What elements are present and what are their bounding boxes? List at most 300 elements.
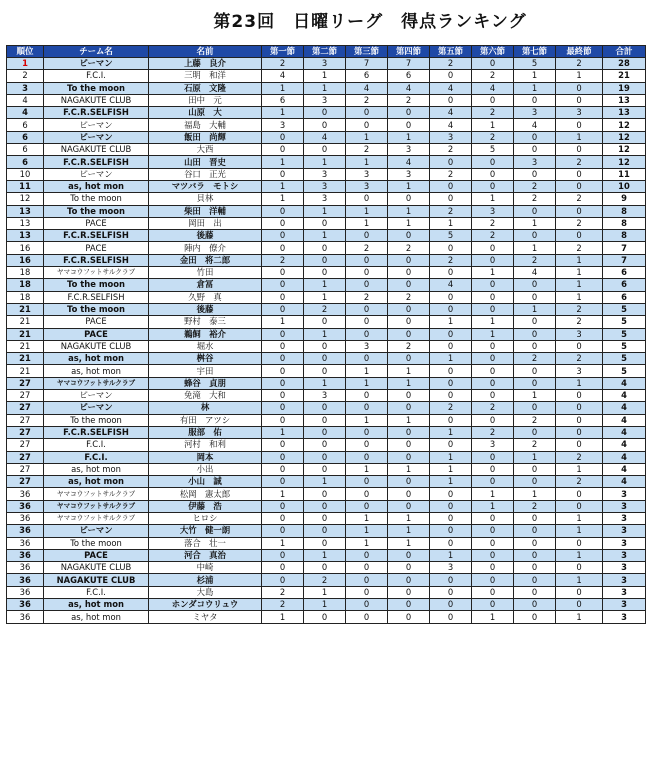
round-5-cell: 1 — [430, 476, 472, 488]
name-cell: マツバラ モトシ — [149, 180, 262, 192]
round-1-cell: 0 — [262, 525, 304, 537]
team-cell: F.C.I. — [44, 451, 149, 463]
final-round-cell: 2 — [556, 353, 603, 365]
round-2-cell: 3 — [304, 390, 346, 402]
final-round-cell: 3 — [556, 328, 603, 340]
round-2-cell: 0 — [304, 562, 346, 574]
round-3-cell: 2 — [346, 144, 388, 156]
rank-cell: 1 — [7, 58, 44, 70]
round-6-cell: 0 — [472, 353, 514, 365]
table-row — [7, 599, 646, 611]
round-5-cell: 3 — [430, 131, 472, 143]
column-header: 名前 — [149, 46, 262, 58]
rank-cell: 36 — [7, 599, 44, 611]
round-6-cell: 1 — [472, 328, 514, 340]
total-cell: 4 — [603, 463, 646, 475]
rank-cell: 18 — [7, 279, 44, 291]
round-6-cell: 2 — [472, 217, 514, 229]
round-4-cell: 2 — [388, 291, 430, 303]
table-row — [7, 82, 646, 94]
round-1-cell: 0 — [262, 144, 304, 156]
total-cell: 3 — [603, 512, 646, 524]
round-6-cell: 0 — [472, 377, 514, 389]
total-cell: 13 — [603, 94, 646, 106]
round-3-cell: 1 — [346, 156, 388, 168]
final-round-cell: 0 — [556, 390, 603, 402]
round-1-cell: 0 — [262, 414, 304, 426]
round-5-cell: 0 — [430, 390, 472, 402]
team-cell: F.C.R.SELFISH — [44, 426, 149, 438]
final-round-cell: 1 — [556, 549, 603, 561]
round-7-cell: 0 — [514, 463, 556, 475]
round-7-cell: 0 — [514, 377, 556, 389]
team-cell: F.C.R.SELFISH — [44, 230, 149, 242]
rank-cell: 12 — [7, 193, 44, 205]
column-header: 第一節 — [262, 46, 304, 58]
round-5-cell: 0 — [430, 586, 472, 598]
round-2-cell: 0 — [304, 119, 346, 131]
table-row — [7, 291, 646, 303]
team-cell: To the moon — [44, 205, 149, 217]
round-7-cell: 0 — [514, 230, 556, 242]
team-cell: F.C.I. — [44, 70, 149, 82]
round-2-cell: 0 — [304, 217, 346, 229]
team-cell: PACE — [44, 242, 149, 254]
team-cell: To the moon — [44, 279, 149, 291]
round-4-cell: 0 — [388, 107, 430, 119]
final-round-cell: 2 — [556, 217, 603, 229]
total-cell: 3 — [603, 599, 646, 611]
total-cell: 10 — [603, 180, 646, 192]
round-6-cell: 0 — [472, 279, 514, 291]
final-round-cell: 0 — [556, 586, 603, 598]
round-1-cell: 2 — [262, 58, 304, 70]
table-row — [7, 119, 646, 131]
round-5-cell: 0 — [430, 328, 472, 340]
table-row — [7, 205, 646, 217]
name-cell: 鵜飼 裕介 — [149, 328, 262, 340]
name-cell: 谷口 正光 — [149, 168, 262, 180]
rank-cell: 27 — [7, 377, 44, 389]
round-4-cell: 0 — [388, 574, 430, 586]
column-header: 第四節 — [388, 46, 430, 58]
round-4-cell: 7 — [388, 58, 430, 70]
round-4-cell: 1 — [388, 217, 430, 229]
round-5-cell: 2 — [430, 402, 472, 414]
column-header: 第六節 — [472, 46, 514, 58]
round-5-cell: 0 — [430, 488, 472, 500]
column-header: 第三節 — [346, 46, 388, 58]
round-6-cell: 0 — [472, 451, 514, 463]
rank-cell: 18 — [7, 291, 44, 303]
round-2-cell: 0 — [304, 426, 346, 438]
round-4-cell: 3 — [388, 144, 430, 156]
round-3-cell: 3 — [346, 340, 388, 352]
round-2-cell: 0 — [304, 242, 346, 254]
round-1-cell: 1 — [262, 107, 304, 119]
round-2-cell: 0 — [304, 525, 346, 537]
round-6-cell: 0 — [472, 574, 514, 586]
round-5-cell: 0 — [430, 611, 472, 623]
team-cell: To the moon — [44, 414, 149, 426]
round-5-cell: 2 — [430, 168, 472, 180]
name-cell: 中崎 — [149, 562, 262, 574]
round-7-cell: 0 — [514, 365, 556, 377]
round-5-cell: 0 — [430, 525, 472, 537]
team-cell: as, hot mon — [44, 180, 149, 192]
round-4-cell: 0 — [388, 303, 430, 315]
round-3-cell: 1 — [346, 377, 388, 389]
round-7-cell: 0 — [514, 525, 556, 537]
round-3-cell: 0 — [346, 562, 388, 574]
table-header-row — [7, 46, 646, 58]
table-row — [7, 402, 646, 414]
round-1-cell: 0 — [262, 131, 304, 143]
round-6-cell: 0 — [472, 463, 514, 475]
round-3-cell: 7 — [346, 58, 388, 70]
column-header: 第五節 — [430, 46, 472, 58]
rank-cell: 21 — [7, 316, 44, 328]
round-6-cell: 1 — [472, 193, 514, 205]
column-header: 第七節 — [514, 46, 556, 58]
round-3-cell: 0 — [346, 426, 388, 438]
round-6-cell: 0 — [472, 94, 514, 106]
round-3-cell: 1 — [346, 414, 388, 426]
round-7-cell: 0 — [514, 316, 556, 328]
team-cell: ヤマコウフットサルクラブ — [44, 500, 149, 512]
round-6-cell: 4 — [472, 82, 514, 94]
final-round-cell: 0 — [556, 562, 603, 574]
rank-cell: 6 — [7, 144, 44, 156]
round-1-cell: 0 — [262, 168, 304, 180]
round-1-cell: 6 — [262, 94, 304, 106]
total-cell: 21 — [603, 70, 646, 82]
final-round-cell: 0 — [556, 439, 603, 451]
round-1-cell: 0 — [262, 439, 304, 451]
round-6-cell: 2 — [472, 426, 514, 438]
round-3-cell: 1 — [346, 131, 388, 143]
column-header: 順位 — [7, 46, 44, 58]
round-6-cell: 0 — [472, 365, 514, 377]
rank-cell: 6 — [7, 119, 44, 131]
team-cell: as, hot mon — [44, 353, 149, 365]
round-1-cell: 1 — [262, 611, 304, 623]
name-cell: 大島 — [149, 586, 262, 598]
final-round-cell: 0 — [556, 402, 603, 414]
table-row — [7, 353, 646, 365]
total-cell: 3 — [603, 500, 646, 512]
final-round-cell: 1 — [556, 254, 603, 266]
rank-cell: 36 — [7, 500, 44, 512]
round-5-cell: 0 — [430, 512, 472, 524]
team-cell: NAGAKUTE CLUB — [44, 562, 149, 574]
final-round-cell: 2 — [556, 476, 603, 488]
round-7-cell: 1 — [514, 488, 556, 500]
round-5-cell: 3 — [430, 562, 472, 574]
round-3-cell: 0 — [346, 586, 388, 598]
team-cell: To the moon — [44, 193, 149, 205]
round-1-cell: 2 — [262, 254, 304, 266]
rank-cell: 13 — [7, 205, 44, 217]
round-2-cell: 0 — [304, 439, 346, 451]
total-cell: 3 — [603, 574, 646, 586]
final-round-cell: 2 — [556, 316, 603, 328]
round-5-cell: 1 — [430, 217, 472, 229]
round-6-cell: 2 — [472, 131, 514, 143]
table-row — [7, 316, 646, 328]
round-7-cell: 4 — [514, 267, 556, 279]
round-1-cell: 0 — [262, 562, 304, 574]
final-round-cell: 0 — [556, 119, 603, 131]
total-cell: 5 — [603, 340, 646, 352]
round-2-cell: 3 — [304, 193, 346, 205]
total-cell: 7 — [603, 254, 646, 266]
round-6-cell: 2 — [472, 402, 514, 414]
round-7-cell: 1 — [514, 82, 556, 94]
rank-cell: 21 — [7, 353, 44, 365]
total-cell: 5 — [603, 316, 646, 328]
column-header: 第二節 — [304, 46, 346, 58]
round-7-cell: 0 — [514, 537, 556, 549]
table-row — [7, 549, 646, 561]
round-2-cell: 3 — [304, 58, 346, 70]
round-3-cell: 0 — [346, 476, 388, 488]
round-7-cell: 2 — [514, 353, 556, 365]
round-7-cell: 0 — [514, 599, 556, 611]
round-2-cell: 0 — [304, 144, 346, 156]
round-4-cell: 1 — [388, 463, 430, 475]
total-cell: 4 — [603, 377, 646, 389]
round-1-cell: 0 — [262, 390, 304, 402]
round-7-cell: 2 — [514, 439, 556, 451]
rank-cell: 13 — [7, 217, 44, 229]
team-cell: ヤマコウフットサルクラブ — [44, 512, 149, 524]
round-2-cell: 0 — [304, 254, 346, 266]
final-round-cell: 0 — [556, 599, 603, 611]
round-1-cell: 0 — [262, 291, 304, 303]
name-cell: 蜂谷 貞朋 — [149, 377, 262, 389]
round-5-cell: 0 — [430, 156, 472, 168]
round-5-cell: 1 — [430, 451, 472, 463]
total-cell: 4 — [603, 426, 646, 438]
rank-cell: 27 — [7, 402, 44, 414]
round-2-cell: 3 — [304, 168, 346, 180]
final-round-cell: 2 — [556, 451, 603, 463]
round-3-cell: 6 — [346, 70, 388, 82]
round-3-cell: 0 — [346, 230, 388, 242]
team-cell: F.C.I. — [44, 586, 149, 598]
round-6-cell: 0 — [472, 599, 514, 611]
round-4-cell: 0 — [388, 426, 430, 438]
round-1-cell: 0 — [262, 402, 304, 414]
round-3-cell: 2 — [346, 291, 388, 303]
table-row — [7, 586, 646, 598]
round-4-cell: 2 — [388, 340, 430, 352]
rank-cell: 36 — [7, 512, 44, 524]
total-cell: 11 — [603, 168, 646, 180]
round-5-cell: 5 — [430, 230, 472, 242]
table-row — [7, 242, 646, 254]
team-cell: NAGAKUTE CLUB — [44, 574, 149, 586]
round-4-cell: 0 — [388, 611, 430, 623]
total-cell: 12 — [603, 156, 646, 168]
round-7-cell: 0 — [514, 512, 556, 524]
table-row — [7, 390, 646, 402]
round-5-cell: 0 — [430, 291, 472, 303]
table-row — [7, 537, 646, 549]
round-3-cell: 0 — [346, 390, 388, 402]
round-2-cell: 1 — [304, 476, 346, 488]
rank-cell: 27 — [7, 414, 44, 426]
table-row — [7, 168, 646, 180]
round-7-cell: 0 — [514, 611, 556, 623]
rank-cell: 21 — [7, 303, 44, 315]
round-4-cell: 1 — [388, 180, 430, 192]
round-2-cell: 1 — [304, 377, 346, 389]
total-cell: 5 — [603, 328, 646, 340]
final-round-cell: 3 — [556, 365, 603, 377]
round-5-cell: 0 — [430, 267, 472, 279]
name-cell: 林 — [149, 402, 262, 414]
round-3-cell: 0 — [346, 193, 388, 205]
total-cell: 12 — [603, 144, 646, 156]
round-7-cell: 0 — [514, 168, 556, 180]
round-6-cell: 0 — [472, 168, 514, 180]
team-cell: PACE — [44, 549, 149, 561]
rank-cell: 3 — [7, 82, 44, 94]
total-cell: 7 — [603, 242, 646, 254]
round-6-cell: 0 — [472, 525, 514, 537]
round-6-cell: 1 — [472, 488, 514, 500]
round-6-cell: 0 — [472, 562, 514, 574]
rank-cell: 11 — [7, 180, 44, 192]
table-row — [7, 340, 646, 352]
rank-cell: 21 — [7, 328, 44, 340]
total-cell: 4 — [603, 476, 646, 488]
round-1-cell: 0 — [262, 230, 304, 242]
round-3-cell: 0 — [346, 328, 388, 340]
rank-cell: 4 — [7, 107, 44, 119]
round-6-cell: 3 — [472, 439, 514, 451]
round-1-cell: 0 — [262, 512, 304, 524]
round-5-cell: 4 — [430, 82, 472, 94]
round-6-cell: 0 — [472, 58, 514, 70]
round-4-cell: 0 — [388, 439, 430, 451]
team-cell: ピーマン — [44, 402, 149, 414]
table-row — [7, 525, 646, 537]
round-4-cell: 0 — [388, 599, 430, 611]
total-cell: 5 — [603, 365, 646, 377]
name-cell: 後藤 — [149, 303, 262, 315]
table-row — [7, 107, 646, 119]
name-cell: 岡田 出 — [149, 217, 262, 229]
team-cell: PACE — [44, 328, 149, 340]
team-cell: To the moon — [44, 537, 149, 549]
round-6-cell: 2 — [472, 70, 514, 82]
round-6-cell: 0 — [472, 242, 514, 254]
round-5-cell: 0 — [430, 242, 472, 254]
round-3-cell: 0 — [346, 488, 388, 500]
round-5-cell: 0 — [430, 365, 472, 377]
round-5-cell: 0 — [430, 599, 472, 611]
round-3-cell: 0 — [346, 574, 388, 586]
final-round-cell: 2 — [556, 58, 603, 70]
round-6-cell: 0 — [472, 586, 514, 598]
name-cell: 福島 大輔 — [149, 119, 262, 131]
name-cell: 堀水 — [149, 340, 262, 352]
round-3-cell: 0 — [346, 267, 388, 279]
round-4-cell: 0 — [388, 562, 430, 574]
round-2-cell: 1 — [304, 230, 346, 242]
round-4-cell: 0 — [388, 402, 430, 414]
name-cell: 小出 — [149, 463, 262, 475]
round-7-cell: 0 — [514, 549, 556, 561]
total-cell: 6 — [603, 267, 646, 279]
total-cell: 3 — [603, 549, 646, 561]
round-6-cell: 0 — [472, 156, 514, 168]
round-5-cell: 2 — [430, 144, 472, 156]
rank-cell: 36 — [7, 574, 44, 586]
round-3-cell: 0 — [346, 439, 388, 451]
final-round-cell: 1 — [556, 70, 603, 82]
table-row — [7, 217, 646, 229]
name-cell: ホンダコウリュウ — [149, 599, 262, 611]
round-1-cell: 1 — [262, 180, 304, 192]
table-row — [7, 500, 646, 512]
final-round-cell: 1 — [556, 291, 603, 303]
name-cell: 柴田 洋輔 — [149, 205, 262, 217]
rank-cell: 21 — [7, 365, 44, 377]
round-3-cell: 0 — [346, 316, 388, 328]
table-row — [7, 439, 646, 451]
round-3-cell: 0 — [346, 279, 388, 291]
final-round-cell: 1 — [556, 525, 603, 537]
rank-cell: 27 — [7, 476, 44, 488]
table-row — [7, 512, 646, 524]
round-2-cell: 1 — [304, 328, 346, 340]
round-1-cell: 1 — [262, 488, 304, 500]
round-5-cell: 4 — [430, 119, 472, 131]
round-3-cell: 0 — [346, 353, 388, 365]
table-row — [7, 70, 646, 82]
table-row — [7, 574, 646, 586]
name-cell: ミヤタ — [149, 611, 262, 623]
round-4-cell: 0 — [388, 328, 430, 340]
round-2-cell: 2 — [304, 303, 346, 315]
round-5-cell: 0 — [430, 574, 472, 586]
round-7-cell: 0 — [514, 328, 556, 340]
final-round-cell: 0 — [556, 537, 603, 549]
round-3-cell: 0 — [346, 107, 388, 119]
round-7-cell: 2 — [514, 180, 556, 192]
team-cell: ピーマン — [44, 525, 149, 537]
round-2-cell: 1 — [304, 599, 346, 611]
final-round-cell: 2 — [556, 156, 603, 168]
round-2-cell: 4 — [304, 131, 346, 143]
rank-cell: 36 — [7, 611, 44, 623]
total-cell: 8 — [603, 205, 646, 217]
final-round-cell: 0 — [556, 230, 603, 242]
round-2-cell: 0 — [304, 107, 346, 119]
rank-cell: 21 — [7, 340, 44, 352]
round-6-cell: 0 — [472, 180, 514, 192]
round-6-cell: 0 — [472, 254, 514, 266]
round-4-cell: 0 — [388, 193, 430, 205]
round-3-cell: 0 — [346, 611, 388, 623]
table-row — [7, 562, 646, 574]
total-cell: 3 — [603, 537, 646, 549]
round-6-cell: 1 — [472, 611, 514, 623]
